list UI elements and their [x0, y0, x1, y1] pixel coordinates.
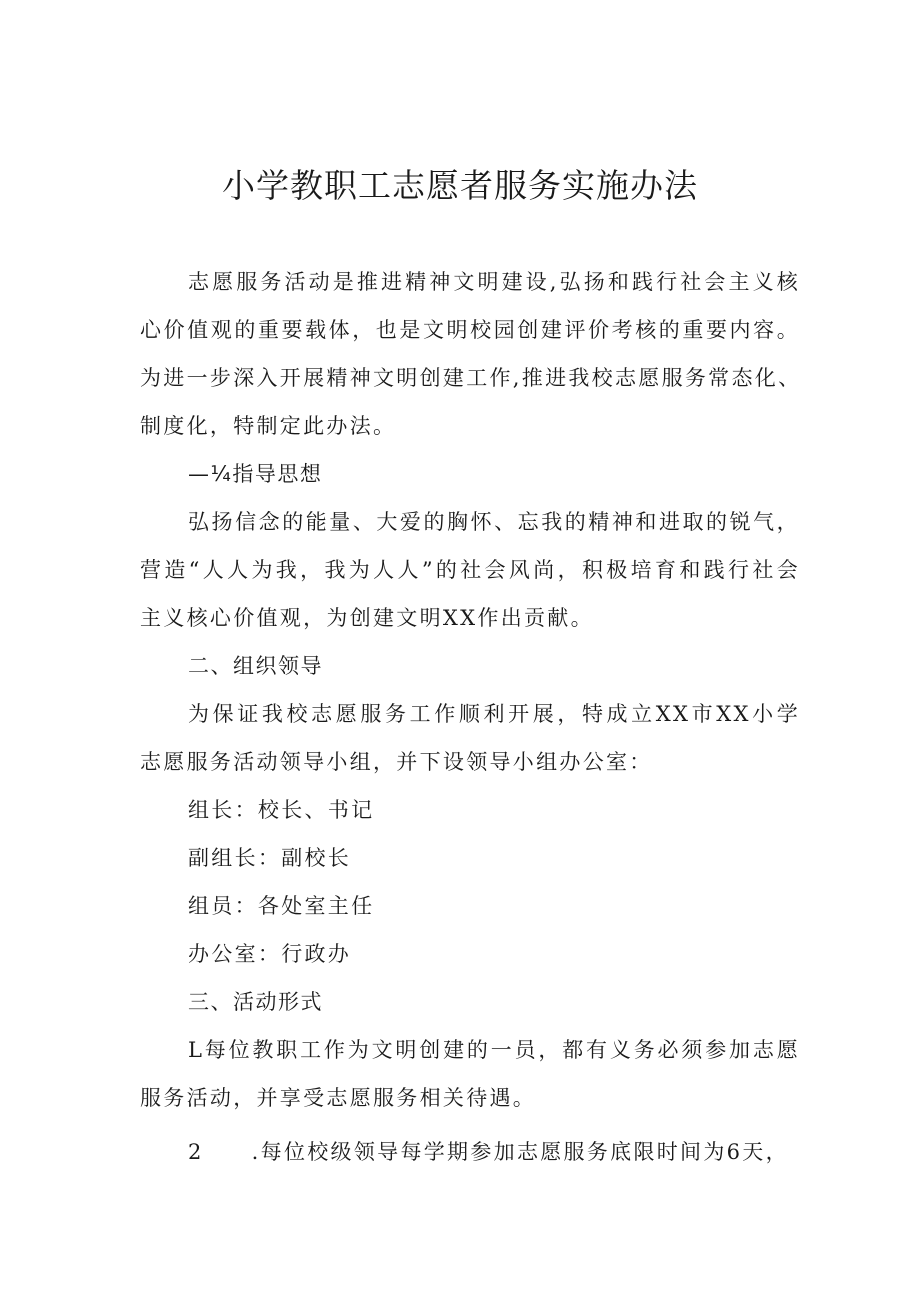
list-item-number: 2: [188, 1140, 204, 1164]
document-title: 小学教职工志愿者服务实施办法: [222, 166, 698, 205]
section-heading: —¼指导思想: [188, 462, 323, 486]
member-line: 办公室：行政办: [188, 942, 352, 966]
paragraph-line: L每位教职工作为文明创建的一员，都有义务必须参加志愿: [188, 1038, 800, 1062]
paragraph-line: 志愿服务活动领导小组，并下设领导小组办公室：: [140, 750, 653, 774]
paragraph-line: 制度化，特制定此办法。: [140, 414, 397, 438]
paragraph-line: 服务活动，并享受志愿服务相关待遇。: [140, 1086, 537, 1110]
list-item-text: .每位校级领导每学期参加志愿服务底限时间为6天，: [251, 1140, 789, 1164]
paragraph-line: 主义核心价值观，为创建文明XX作出贡献。: [140, 606, 594, 630]
paragraph-line: 心价值观的重要载体，也是文明校园创建评价考核的重要内容。: [140, 318, 800, 342]
section-heading: 三、活动形式: [188, 990, 323, 1014]
paragraph-line: 志愿服务活动是推进精神文明建设,弘扬和践行社会主义核: [188, 270, 800, 294]
member-line: 组长：校长、书记: [188, 798, 375, 822]
member-line: 副组长：副校长: [188, 846, 352, 870]
member-line: 组员：各处室主任: [188, 894, 375, 918]
paragraph-line: 弘扬信念的能量、大爱的胸怀、忘我的精神和进取的锐气，: [188, 510, 800, 534]
paragraph-line: 为进一步深入开展精神文明创建工作,推进我校志愿服务常态化、: [140, 366, 802, 390]
section-heading: 二、组织领导: [188, 654, 323, 678]
list-item: [188, 1128, 800, 1176]
paragraph-line: 为保证我校志愿服务工作顺利开展，特成立XX市XX小学: [188, 702, 800, 726]
paragraph-line: 营造“人人为我，我为人人”的社会风尚，积极培育和践行社会: [140, 558, 800, 582]
